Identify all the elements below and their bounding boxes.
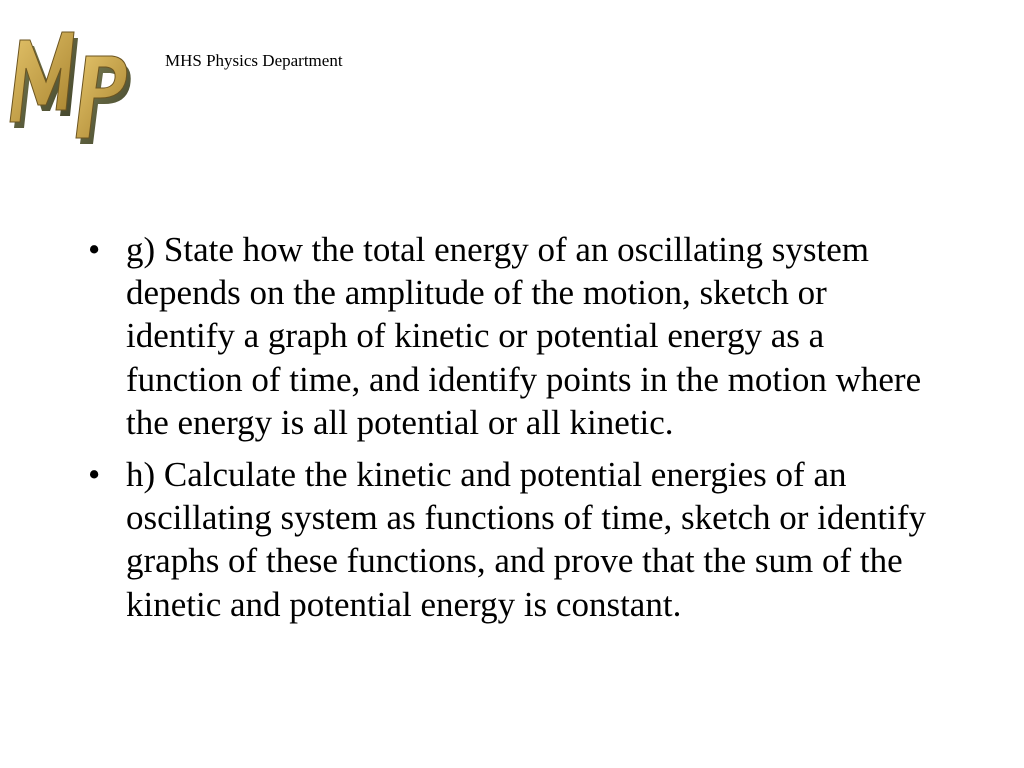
- logo-letter-m: [10, 32, 78, 128]
- objective-item-h: [84, 453, 944, 626]
- objective-text-h: h) Calculate the kinetic and potential energies of an oscillating system as functions of time, sketch or identify graphs of these functions, and prove that the sum of the kinetic and potential energy is constant.: [126, 455, 926, 624]
- objective-text-g: g) State how the total energy of an oscillating system depends on the amplitude of the motion, sketch or identify a graph of kinetic or potential energy as a function of time, and identify points in the motion where the energy is all potential or all kinetic.: [126, 230, 922, 442]
- department-label: MHS Physics Department: [165, 51, 343, 70]
- objective-list: [84, 228, 944, 635]
- bullet-marker: •: [88, 455, 101, 495]
- bullet-marker: •: [88, 230, 101, 269]
- logo-letter-p: [76, 56, 131, 144]
- objective-item-g: [84, 228, 944, 444]
- mp-logo: [0, 10, 140, 145]
